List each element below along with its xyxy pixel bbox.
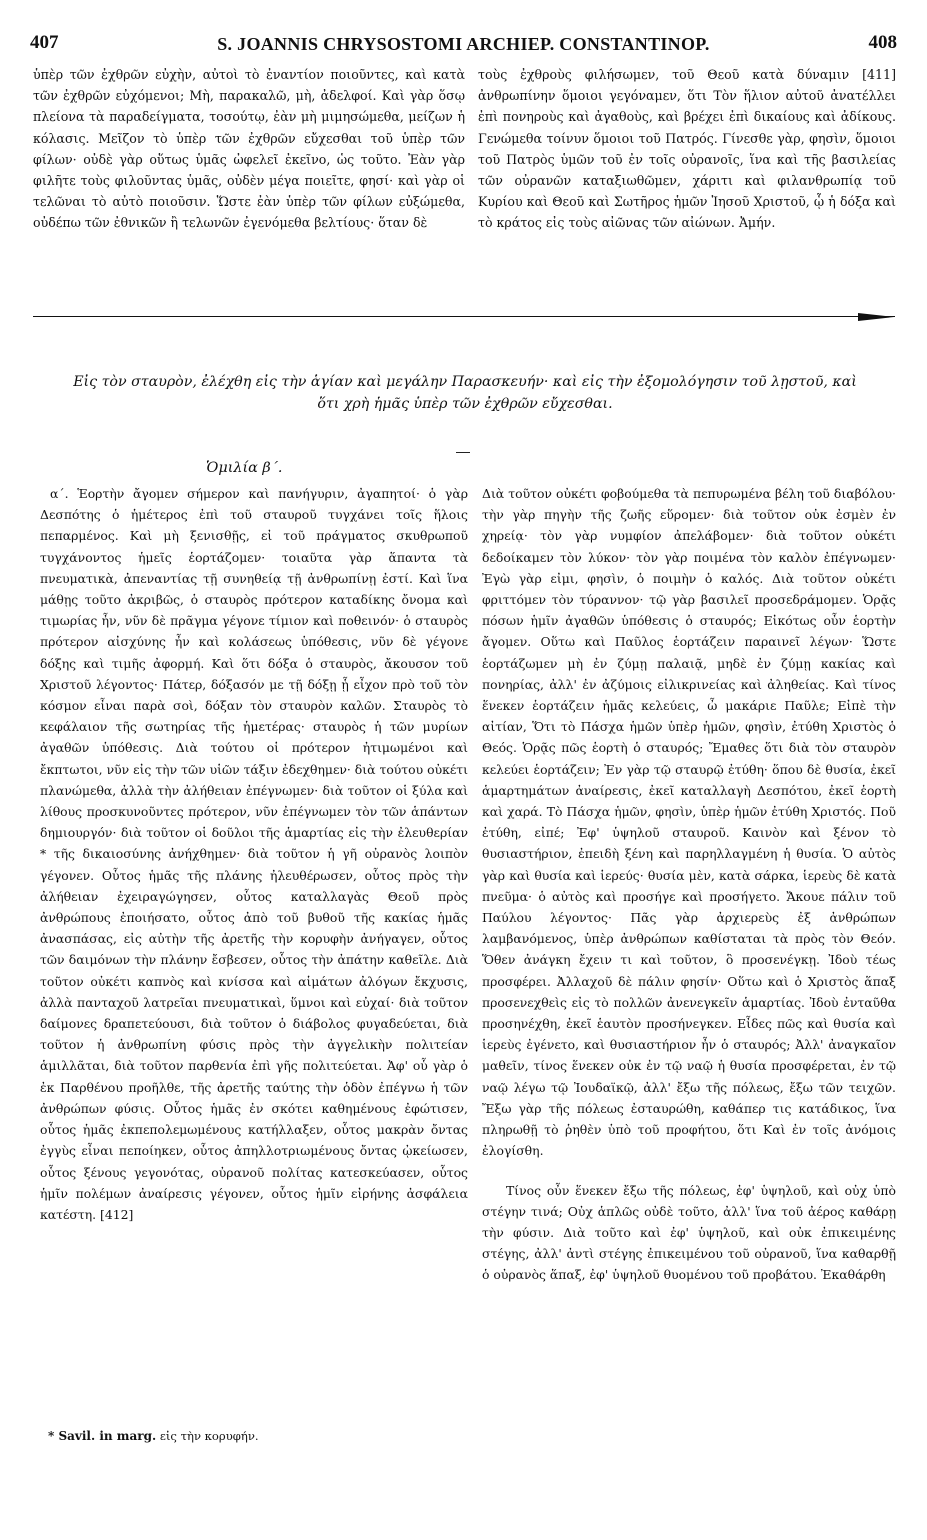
top-right-column bbox=[478, 64, 896, 234]
page-number-right: 408 bbox=[868, 32, 897, 53]
footnote bbox=[48, 1429, 259, 1443]
footnote-marker: * Savil. in marg. bbox=[48, 1429, 157, 1443]
homily-label: Ὁμιλία β´. bbox=[206, 460, 283, 476]
section-divider-rule bbox=[33, 316, 895, 317]
main-left-column bbox=[40, 483, 468, 1225]
main-right-text-1: Διὰ τοῦτον οὐκέτι φοβούμεθα τὰ πεπυρωμένα βέλη τοῦ διαβόλου· τὴν γὰρ πηγὴν τῆς ζωῆς εὕρομεν· διὰ τοῦτον οὐκ ἐσμὲν ἐν χηρείᾳ· τὸν γὰρ νυμφίον ἀπελάβομεν· διὰ τοῦτον οὐκέτι δεδοίκαμεν τὸν λύκον· τὸν γὰρ ποιμένα τὸν καλὸν ἐπέγνωμεν· Ἐγὼ γὰρ εἰμι, φησὶν, ὁ ποιμὴν ὁ καλός. Διὰ τοῦτον οὐκέτι φριττόμεν τὸν τύραννον· τῷ γὰρ βασιλεῖ προσεδράμομεν. Ὁρᾷς πόσων ἡμῖν ἀγαθῶν ὑπόθεσις ὁ σταυρός; Εἰκότως οὖν ἑορτὴν ἄγομεν. Οὕτω καὶ Παῦλος ἑορτάζειν παραινεῖ λέγων· Ὥστε ἑορτάζωμεν μὴ ἐν ζύμῃ παλαιᾷ, μηδὲ ἐν ζύμῃ κακίας καὶ πονηρίας, ἀλλ' ἐν ἀζύμοις εἰλικρινείας καὶ ἀληθείας. Καὶ τίνος ἕνεκεν ἑορτάζειν ἡμᾶς κελεύεις, ὦ μακάριε Παῦλε; Εἰπὲ τὴν αἰτίαν, Ὅτι τὸ Πάσχα ἡμῶν ὑπὲρ ἡμῶν, φησὶν, ἐτύθη Χριστὸς ὁ Θεός. Ὁρᾷς πῶς ἑορτὴ ὁ σταυρός; Ἔμαθες ὅτι διὰ τὸν σταυρὸν κελεύει ἑορτάζειν; Ἐν γὰρ τῷ σταυρῷ ἐτύθη· ὅπου δὲ θυσία, ἐκεῖ ἁμαρτημάτων ἀναίρεσις, ἐκεῖ καταλλαγὴ Δεσπότου, ἐκεῖ ἑορτὴ καὶ χαρά. Τὸ Πάσχα ἡμῶν, φησὶν, ὑπὲρ ἡμῶν ἐτύθη Χριστός. Ποῦ ἐτύθη, εἰπέ; Ἐφ' ὑψηλοῦ σταυροῦ. Καινὸν καὶ ξένον τὸ θυσιαστήριον, ἐπειδὴ ξένη καὶ παρηλλαγμένη ἡ θυσία. Ὁ αὐτὸς γὰρ καὶ θυσία καὶ ἱερεύς· θυσία μὲν, κατὰ σάρκα, ἱερεὺς δὲ κατὰ πνεῦμα· ὁ αὐτὸς καὶ προσήγε καὶ προσήγετο. Ἄκουε πάλιν τοῦ Παύλου λέγοντος· Πᾶς γὰρ ἀρχιερεὺς ἐξ ἀνθρώπων λαμβανόμενος, ὑπὲρ ἀνθρώπων καθίσταται τὰ πρὸς τὸν Θεόν. Ὅθεν ἀνάγκη ἔχειν τι καὶ τοῦτον, ὃ προσενέγκῃ. Ἰδοὺ τέως προσφέρει. Ἀλλαχοῦ δὲ πάλιν φησίν· Οὕτω καὶ ὁ Χριστὸς ἅπαξ προσενεχθεὶς εἰς τὸ πολλῶν ἀνενεγκεῖν ἁμαρτίας. Ἰδοὺ ἐνταῦθα προσηνέχθη, ἐκεῖ ἑαυτὸν προσήνεγκεν. Εἶδες πῶς καὶ θυσία καὶ ἱερεὺς ἐγένετο, καὶ θυσιαστήριον ἦν ὁ σταυρός; Ἀλλ' ἀναγκαῖον μαθεῖν, τίνος ἕνεκεν οὐκ ἐν τῷ ναῷ ἡ θυσία προσφέρεται, ἐν τῷ ναῷ λέγω τῷ Ἰουδαϊκῷ, ἀλλ' ἔξω τῆς πόλεως, ἔξω τῶν τειχῶν. Ἔξω γὰρ τῆς πόλεως ἐσταυρώθη, καθάπερ τις κατάδικος, ἵνα πληρωθῇ τὸ ῥηθὲν ὑπὸ τοῦ προφήτου, ὅτι Καὶ ἐν τοῖς ἀνόμοις ἐλογίσθη. bbox=[482, 486, 896, 1159]
running-header bbox=[30, 32, 897, 60]
homily-subtitle: Εἰς τὸν σταυρὸν, ἐλέχθη εἰς τὴν ἁγίαν καὶ μεγάλην Παρασκευήν· καὶ εἰς τὴν ἐξομολόγησιν τοῦ λῃστοῦ, καὶ ὅτι χρὴ ἡμᾶς ὑπὲρ τῶν ἐχθρῶν εὔχεσθαι. bbox=[73, 374, 857, 412]
main-right-text-2: Τίνος οὖν ἕνεκεν ἔξω τῆς πόλεως, ἐφ' ὑψηλοῦ, καὶ οὐχ ὑπὸ στέγην τινά; Οὐχ ἁπλῶς οὐδὲ τοῦτο, ἀλλ' ἵνα τοῦ ἀέρος καθάρῃ τὴν φύσιν. Διὰ τοῦτο καὶ ἐφ' ὑψηλοῦ, καὶ οὐκ ἐπικειμένης στέγης, ἀλλ' ἀντὶ στέγης ἐπικειμένου τοῦ οὐρανοῦ, ἵνα καθαρθῇ ὁ οὐρανὸς ἅπαξ, ἐφ' ὑψηλοῦ θυομένου τοῦ προβάτου. Ἐκαθάρθη bbox=[482, 1182, 896, 1283]
top-left-text: ὑπὲρ τῶν ἐχθρῶν εὐχὴν, αὐτοὶ τὸ ἐναντίον ποιοῦντες, καὶ κατὰ τῶν ἐχθρῶν εὐχόμενοι; Μὴ, παρακαλῶ, μὴ, ἀδελφοί. Καὶ γὰρ ὅσῳ πλείονα τὰ παραδείγματα, τοσούτῳ, ἐὰν μὴ μιμησώμεθα, μείζων ἡ κόλασις. Μεῖζον τὸ ὑπὲρ τῶν ἐχθρῶν εὔχεσθαι τοῦ ὑπὲρ τῶν φίλων· οὐδὲ γὰρ οὕτως ὑμᾶς ὠφελεῖ ἐκεῖνο, ὡς τοῦτο. Ἐὰν γὰρ φιλῆτε τοὺς φιλοῦντας ὑμᾶς, οὐδὲν μέγα ποιεῖτε, φησί· καὶ γὰρ οἱ τελῶναι τὸ αὐτὸ ποιοῦσιν. Ὥστε ἐὰν ὑπὲρ τῶν φίλων εὐξώμεθα, οὐδέπω τῶν ἐθνικῶν ἢ τελωνῶν ἐγενόμεθα βελτίους· ὅταν δὲ bbox=[33, 67, 465, 231]
divider-rule-ornament bbox=[858, 313, 894, 321]
main-right-column bbox=[482, 483, 896, 1286]
page-number-left: 407 bbox=[30, 32, 59, 53]
footnote-text: εἰς τὴν κορυφήν. bbox=[159, 1429, 259, 1443]
main-left-text: α´. Ἑορτὴν ἄγομεν σήμερον καὶ πανήγυριν, ἀγαπητοί· ὁ γὰρ Δεσπότης ὁ ἡμέτερος ἐπὶ τοῦ σταυροῦ τυγχάνει τοῖς ἥλοις πεπαρμένος. Καὶ μὴ ξενισθῇς, εἰ τοῦ πράγματος σκυθρωποῦ τυγχάνοντος ἡμεῖς ἑορτάζομεν· τοιαῦτα γὰρ ἅπαντα τὰ πνευματικὰ, ἀπεναντίας τῇ συνηθείᾳ τῇ ἀνθρωπίνῃ ἐστί. Καὶ ἵνα μάθῃς τοῦτο ἀκριβῶς, ὁ σταυρὸς πρότερον καταδίκης ὄνομα καὶ τιμωρίας ἦν, νῦν δὲ πρᾶγμα γέγονε τίμιον καὶ ποθεινόν· ὁ σταυρὸς πρότερον αἰσχύνης ἦν καὶ κολάσεως ὑπόθεσις, νῦν δὲ γέγονε δόξης καὶ τιμῆς ἀφορμή. Καὶ ὅτι δόξα ὁ σταυρὸς, ἄκουσον τοῦ Χριστοῦ λέγοντος· Πάτερ, δόξασόν με τῇ δόξῃ ᾗ εἶχον πρὸ τοῦ τὸν κόσμον εἶναι παρὰ σοὶ, δόξαν τὸν σταυρὸν καλῶν. Σταυρὸς τὸ κεφάλαιον τῆς σωτηρίας τῆς ἡμετέρας· σταυρὸς ἡ τῶν μυρίων ἀγαθῶν ὑπόθεσις. Διὰ τούτου οἱ πρότερον ἠτιμωμένοι καὶ ἔκπτωτοι, νῦν εἰς τὴν τῶν υἱῶν τάξιν ἐδεχθημεν· διὰ τούτου οὐκέτι πλανώμεθα, ἀλλὰ τὴν ἀλήθειαν ἐπέγνωμεν· διὰ τοῦτον οἱ ξύλα καὶ λίθους προσκυνοῦντες πρότερον, νῦν ἐπέγνωμεν τὸν τῶν ἁπάντων δημιουργόν· διὰ τοῦτον οἱ δοῦλοι τῆς ἁμαρτίας εἰς τὴν ἐλευθερίαν * τῆς δικαιοσύνης ἀνήχθημεν· διὰ τοῦτον ἡ γῆ οὐρανὸς λοιπὸν γέγονεν. Οὗτος ἡμᾶς τῆς πλάνης ἠλευθέρωσεν, οὗτος πρὸς τὴν ἀλήθειαν ἐχειραγώγησεν, οὗτος καταλλαγὰς Θεοῦ πρὸς ἀνθρώπους ἐποιήσατο, οὗτος ἀπὸ τοῦ βυθοῦ τῆς κακίας ἡμᾶς ἀνασπάσας, εἰς αὐτὴν τῆς ἀρετῆς τὴν κορυφὴν ἀνήγαγεν, οὗτος τῶν δαιμόνων τὴν πλάνην ἔσβεσεν, οὗτος τὴν ἀπάτην καθεῖλε. Διὰ τοῦτον οὐκέτι καπνὸς καὶ κνίσσα καὶ αἱμάτων ἀλόγων ἔκχυσις, ἀλλὰ πανταχοῦ λατρεῖαι πνευματικαὶ, ὕμνοι καὶ εὐχαί· διὰ τοῦτον δαίμονες δραπετεύουσι, διὰ τοῦτον ὁ διάβολος φυγαδεύεται, διὰ τοῦτον ἡ ἀνθρωπίνη φύσις πρὸς τὴν ἀγγελικὴν πολιτείαν ἁμιλλᾶται, διὰ τοῦτον παρθενία ἐπὶ γῆς πολιτεύεται. Ἀφ' οὗ γὰρ ὁ ἐκ Παρθένου προῆλθε, τῆς ἀρετῆς ταύτης τὴν ὁδὸν ἐπέγνω ἡ τῶν ἀνθρώπων φύσις. Οὗτος ἡμᾶς ἐν σκότει καθημένους ἐφώτισεν, οὗτος ἡμᾶς ἐκπεπολεμωμένους κατήλλαξεν, οὗτος μακρὰν ὄντας ἐγγὺς εἶναι πεποίηκεν, οὗτος ἀπηλλοτριωμένους ὄντας ᾠκείωσεν, οὗτος ξένους γεγονότας, οὐρανοῦ πολίτας κατεσκεύασεν, οὗτος ἡμῖν πολέμων ἀναίρεσις γέγονεν, οὗτος ἡμῖν εἰρήνης ἀσφάλεια κατέστη. [412] bbox=[40, 486, 468, 1222]
running-title: S. JOANNIS CHRYSOSTOMI ARCHIEP. CONSTANTINOP. bbox=[217, 34, 710, 54]
small-dash-divider bbox=[456, 452, 470, 453]
top-left-column bbox=[33, 64, 465, 234]
top-right-text: τοὺς ἐχθροὺς φιλήσωμεν, τοῦ Θεοῦ κατὰ δύναμιν [411] ἀνθρωπίνην ὅμοιοι γεγόναμεν, ὅτι Τὸν ἥλιον αὐτοῦ ἀνατέλλει ἐπὶ πονηροὺς καὶ ἀγαθοὺς, καὶ βρέχει ἐπὶ δικαίους καὶ ἀδίκους. Γενώμεθα τοίνυν ὅμοιοι τοῦ Πατρός. Γίνεσθε γὰρ, φησὶν, ὅμοιοι τοῦ Πατρὸς ὑμῶν τοῦ ἐν τοῖς οὐρανοῖς, ἵνα καὶ τῆς βασιλείας τῶν οὐρανῶν καταξιωθῶμεν, χάριτι καὶ φιλανθρωπίᾳ τοῦ Κυρίου καὶ Θεοῦ καὶ Σωτῆρος ἡμῶν Ἰησοῦ Χριστοῦ, ᾧ ἡ δόξα καὶ τὸ κράτος εἰς τοὺς αἰῶνας τῶν αἰώνων. Ἀμήν. bbox=[478, 67, 896, 231]
